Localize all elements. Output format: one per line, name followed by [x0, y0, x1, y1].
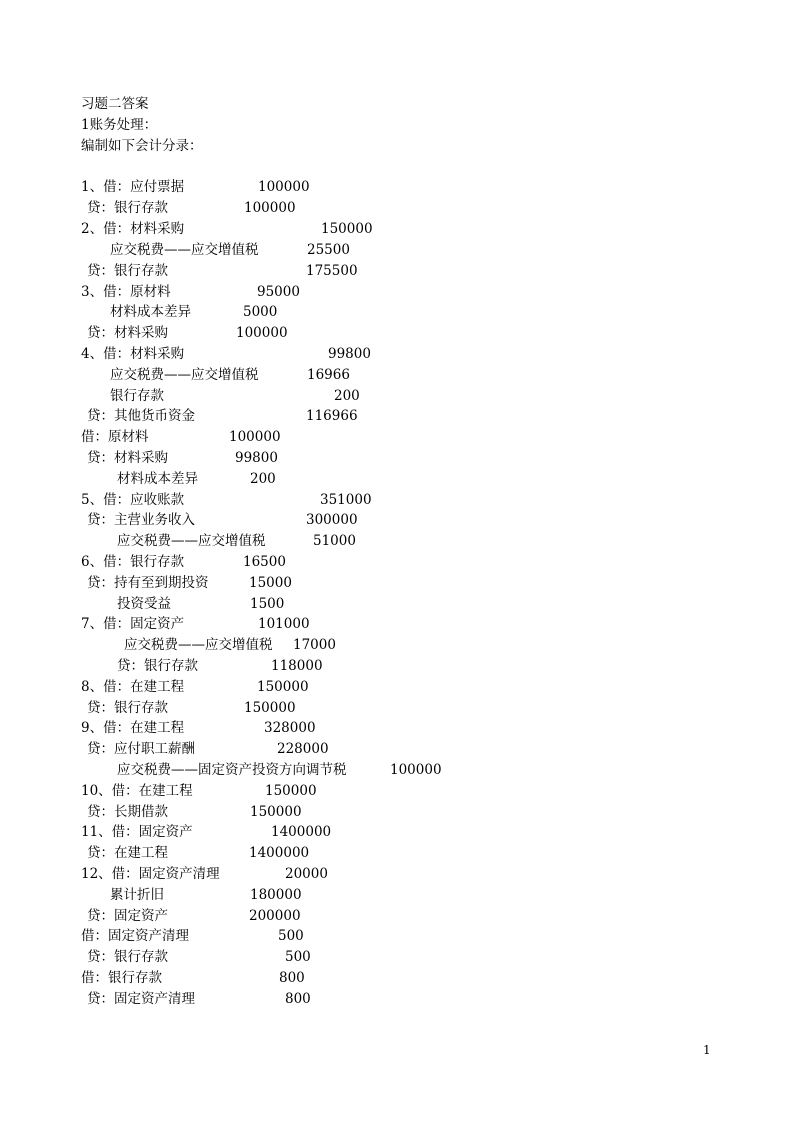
- amount: 1400000: [249, 845, 310, 861]
- account-label: 11、借：固定资产: [81, 824, 193, 840]
- account-label: 贷：材料采购: [87, 450, 168, 466]
- account-label: 7、借：固定资产: [81, 616, 185, 632]
- amount: 150000: [321, 221, 373, 237]
- account-label: 贷：应付职工薪酬: [87, 741, 195, 757]
- amount: 328000: [264, 720, 316, 736]
- account-label: 材料成本差异: [110, 304, 191, 320]
- account-label: 投资受益: [117, 596, 171, 612]
- account-label: 累计折旧: [110, 887, 164, 903]
- amount: 100000: [236, 325, 288, 341]
- amount: 25500: [307, 242, 350, 258]
- amount: 20000: [285, 866, 328, 882]
- account-label: 3、借：原材料: [81, 284, 171, 300]
- amount: 150000: [257, 679, 309, 695]
- account-label: 5、借：应收账款: [81, 492, 185, 508]
- amount: 500: [285, 949, 311, 965]
- amount: 16966: [307, 367, 350, 383]
- amount: 51000: [313, 533, 356, 549]
- account-label: 贷：银行存款: [87, 700, 168, 716]
- account-label: 应交税费——应交增值税: [124, 637, 273, 653]
- amount: 351000: [320, 492, 372, 508]
- account-label: 贷：材料采购: [87, 325, 168, 341]
- amount: 101000: [258, 616, 310, 632]
- amount: 800: [279, 970, 305, 986]
- account-label: 贷：银行存款: [87, 263, 168, 279]
- account-label: 借：银行存款: [81, 970, 162, 986]
- account-label: 贷：持有至到期投资: [87, 575, 209, 591]
- amount: 150000: [244, 700, 296, 716]
- account-label: 2、借：材料采购: [81, 221, 185, 237]
- amount: 17000: [293, 637, 336, 653]
- amount: 300000: [306, 512, 358, 528]
- amount: 16500: [243, 554, 286, 570]
- account-label: 4、借：材料采购: [81, 346, 185, 362]
- amount: 95000: [257, 284, 300, 300]
- amount: 228000: [277, 741, 329, 757]
- account-label: 应交税费——应交增值税: [110, 367, 259, 383]
- amount: 500: [278, 928, 304, 944]
- amount: 5000: [243, 304, 278, 320]
- amount: 100000: [390, 762, 442, 778]
- account-label: 12、借：固定资产清理: [81, 866, 220, 882]
- account-label: 贷：固定资产清理: [87, 991, 195, 1007]
- amount: 150000: [250, 804, 302, 820]
- amount: 200: [334, 388, 360, 404]
- account-label: 应交税费——应交增值税: [117, 533, 266, 549]
- amount: 175500: [306, 263, 358, 279]
- account-label: 9、借：在建工程: [81, 720, 185, 736]
- account-label: 贷：银行存款: [87, 949, 168, 965]
- amount: 180000: [250, 887, 302, 903]
- account-label: 应交税费——固定资产投资方向调节税: [117, 762, 347, 778]
- account-label: 贷：其他货币资金: [87, 408, 195, 424]
- amount: 118000: [271, 658, 323, 674]
- account-label: 借：固定资产清理: [81, 928, 189, 944]
- account-label: 10、借：在建工程: [81, 783, 193, 799]
- account-label: 贷：主营业务收入: [87, 512, 195, 528]
- amount: 200000: [249, 908, 301, 924]
- account-label: 借：原材料: [81, 429, 149, 445]
- amount: 200: [250, 471, 276, 487]
- amount: 1500: [250, 596, 285, 612]
- account-label: 银行存款: [110, 388, 164, 404]
- account-label: 8、借：在建工程: [81, 679, 185, 695]
- account-label: 贷：长期借款: [87, 804, 168, 820]
- amount: 116966: [306, 408, 358, 424]
- account-label: 贷：银行存款: [117, 658, 198, 674]
- amount: 1400000: [271, 824, 332, 840]
- amount: 99800: [328, 346, 371, 362]
- account-label: 材料成本差异: [117, 471, 198, 487]
- amount: 150000: [265, 783, 317, 799]
- account-label: 贷：在建工程: [87, 845, 168, 861]
- amount: 15000: [249, 575, 292, 591]
- account-label: 贷：银行存款: [87, 200, 168, 216]
- amount: 100000: [229, 429, 281, 445]
- document-page: 习题二答案 1账务处理： 编制如下会计分录： 1、借：应付票据 100000 贷：银行存款 100000 2、借：材料采购 150000 应交税费——应交增值税 25500 贷：银行存款 175500 3、借：原材料 95000 材料成本差异 5000 贷：材料采购 100000 4、借：材料采购 99800 应交税费——应交增值税 16966 银行存款 200 贷：其他货币资金 116966 借：原材料 100000 贷：材料采购 99800 材料成本差异 200 5、借：应收账款 351000 贷：主营业务收入 300000 应交税费——应交增值税 51000 6、借：银行存款 16500 贷：持有至到期投资 15000 投资受益 1500 7、借：固定资产 101000 应交税费——应交增值税 17000 贷：银行存款 118000 8、借：在建工程 150000 贷：银行存款 150000 9、借：在建工程 328000 贷：应付职工薪酬 228000 应交税费——固定资产投资方向调节税 100000 10、借：在建工程 150000 贷：长期借款 150000 11、借：固定资产 1400000 贷：在建工程 1400000 12、借：固定资产清理 20000 累计折旧 180000 贷：固定资产 200000 借：固定资产清理 500 贷：银行存款 500 借：银行存款 800 贷：固定资产清理 800 1: [81, 96, 711, 1057]
- account-label: 应交税费——应交增值税: [110, 242, 259, 258]
- amount: 100000: [258, 179, 310, 195]
- page-number: 1: [703, 1043, 711, 1057]
- account-label: 1、借：应付票据: [81, 179, 185, 195]
- amount: 100000: [244, 200, 296, 216]
- account-label: 6、借：银行存款: [81, 554, 185, 570]
- account-label: 贷：固定资产: [87, 908, 168, 924]
- amount: 99800: [235, 450, 278, 466]
- amount: 800: [285, 991, 311, 1007]
